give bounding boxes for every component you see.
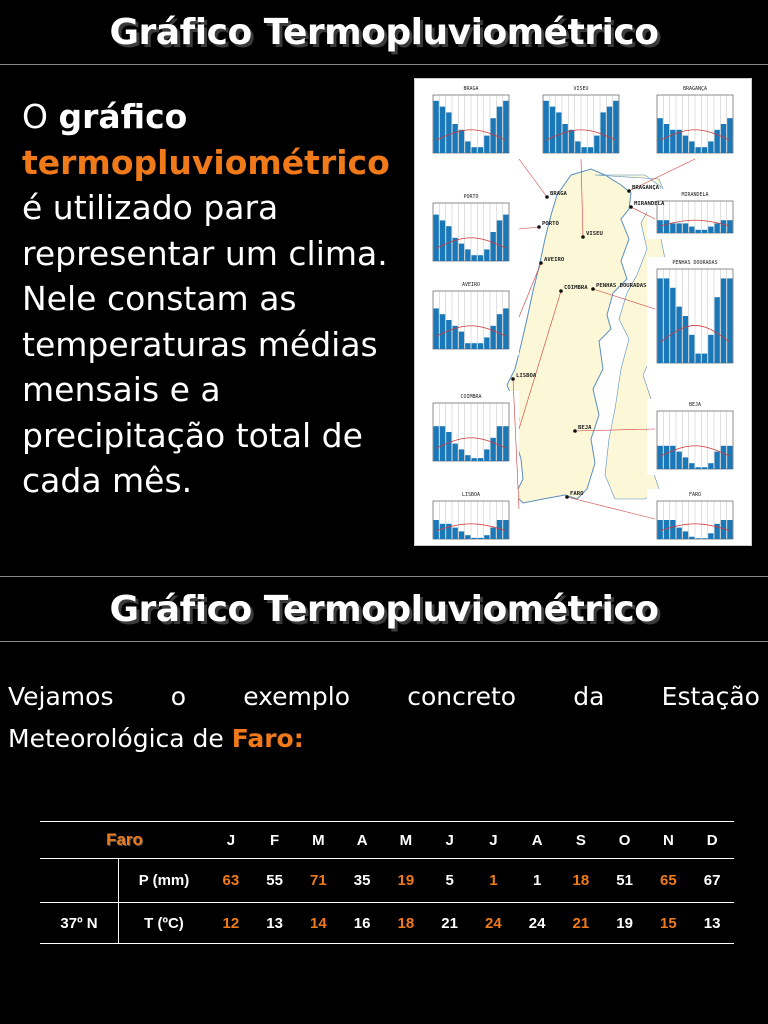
mini-bar [702,354,707,363]
mini-bar [440,426,445,461]
month-header: J [226,831,236,849]
mini-bar [689,335,694,363]
mini-bar [472,255,477,261]
precip-label: P (mm) [119,859,210,903]
mini-bar [465,535,470,539]
mini-bar [478,538,483,539]
mini-bar [727,520,732,539]
mini-bar [472,538,477,539]
city-dot [539,261,543,265]
example-colon: : [293,724,304,753]
mini-bar [708,533,713,539]
mini-bar [721,278,726,363]
month-header: D [706,831,718,849]
mini-bar [670,130,675,153]
city-dot [537,225,541,229]
precip-value: 71 [297,859,341,903]
mini-bar [664,278,669,363]
example-line-1 [8,676,760,718]
mini-bar [696,230,701,233]
mini-bar [459,244,464,261]
mini-bar [478,255,483,261]
slide-1-title: Gráfico Termopluviométrico [109,11,659,53]
mini-bar [721,220,726,233]
mini-climograph [423,83,519,159]
mini-bar [459,449,464,461]
mini-bar [658,278,663,363]
mini-bar [696,467,701,469]
example-word: da [573,682,605,711]
mini-climograph [423,279,519,355]
city-dot [581,235,585,239]
mini-bar [670,223,675,233]
mini-bar [440,107,445,153]
mini-climograph [647,257,743,369]
mini-climograph [647,189,743,239]
mini-bar [658,118,663,153]
mini-bar [550,107,555,153]
mini-bar [491,232,496,261]
temp-value: 16 [340,903,384,944]
mini-bar [683,531,688,539]
mini-bar [696,538,701,539]
mini-bar [563,124,568,153]
mini-bar [446,432,451,461]
mini-bar [440,220,445,261]
temp-value: 21 [559,903,603,944]
city-dot [573,429,577,433]
latitude: 37º N [40,903,119,944]
mini-climograph [423,391,519,467]
month-header: J [445,831,454,849]
mini-bar [459,332,464,349]
mini-bar [453,528,458,539]
mini-bar [575,141,580,153]
city-label: COIMBRA [564,285,588,291]
mini-bar [446,320,451,349]
mini-climograph [533,83,629,159]
mini-bar [434,308,439,349]
mini-bar [478,343,483,349]
mini-bar [446,112,451,153]
mini-bar [503,101,508,153]
intro-highlight: termopluviométrico [22,142,390,182]
slide-2-title-bar [0,576,768,642]
city-dot [545,195,549,199]
mini-bar [472,458,477,461]
mini-climograph [647,489,743,545]
city-label: VISEU [586,231,603,237]
mini-bar [484,249,489,261]
intro-paragraph [22,94,412,504]
mini-bar [664,446,669,469]
mini-bar [670,520,675,539]
mini-bar [683,136,688,153]
mini-bar [689,227,694,233]
precip-value: 18 [559,859,603,903]
mini-climograph [647,83,743,159]
example-paragraph [8,676,760,760]
month-header: S [575,831,586,849]
temp-value: 12 [209,903,253,944]
slide-1-title-bar [0,0,768,65]
mini-bar [497,220,502,261]
mini-bar [715,130,720,153]
leader-line [519,159,547,197]
temperature-row [40,903,734,944]
mini-bar [440,314,445,349]
month-header: A [356,831,368,849]
precip-value: 67 [690,859,734,903]
precip-value: 19 [384,859,428,903]
mini-chart-title: AVEIRO [461,282,481,288]
mini-bar [472,147,477,153]
mini-bar [677,307,682,363]
mini-bar [465,455,470,461]
precip-value: 63 [209,859,253,903]
mini-chart-title: PORTO [463,194,479,200]
mini-bar [503,308,508,349]
mini-bar [544,101,549,153]
mini-bar [658,446,663,469]
temp-value: 13 [690,903,734,944]
mini-bar [484,337,489,349]
mini-bar [497,107,502,153]
mini-bar [664,220,669,233]
city-label: BRAGANÇA [632,185,659,191]
mini-bar [484,449,489,461]
mini-bar [491,528,496,539]
mini-bar [715,297,720,363]
temp-label: T (ºC) [119,903,210,944]
latitude-spacer [40,859,119,903]
temp-value: 18 [384,903,428,944]
temp-value: 13 [253,903,297,944]
mini-bar [453,124,458,153]
month-header: A [531,831,543,849]
mini-bar [708,463,713,469]
precip-value: 1 [472,859,516,903]
mini-chart-title: LISBOA [461,492,481,498]
mini-bar [472,343,477,349]
mini-bar [696,354,701,363]
mini-chart-title: BEJA [688,402,702,408]
mini-bar [727,220,732,233]
example-word: exemplo [243,682,350,711]
mini-bar [478,458,483,461]
mini-bar [715,452,720,469]
mini-bar [484,136,489,153]
mini-bar [708,141,713,153]
mini-bar [465,141,470,153]
mini-bar [459,531,464,539]
city-label: FARO [570,491,584,497]
precip-value: 1 [515,859,559,903]
precip-value: 55 [253,859,297,903]
example-line-2 [8,718,760,760]
mini-bar [670,288,675,363]
mini-chart-title: BRAGA [463,86,479,92]
mini-bar [434,520,439,539]
portugal-climograph-map [414,78,752,546]
mini-bar [715,223,720,233]
mini-bar [434,215,439,261]
mini-bar [478,147,483,153]
mini-bar [677,528,682,539]
mini-bar [459,130,464,153]
mini-bar [683,223,688,233]
mini-bar [613,101,618,153]
mini-bar [702,147,707,153]
mini-chart-title: BRAGANÇA [682,86,708,92]
precip-value: 51 [603,859,647,903]
mini-bar [503,520,508,539]
mini-bar [465,343,470,349]
month-header: F [270,831,280,849]
city-label: BEJA [578,425,592,431]
mini-bar [696,147,701,153]
table-station-name: Faro [106,830,143,849]
city-dot [559,289,563,293]
temp-value: 19 [603,903,647,944]
mini-climograph [423,191,519,267]
mini-chart-title: FARO [688,492,702,498]
mini-bar [497,426,502,461]
mini-bar [453,444,458,461]
mini-chart-title: COIMBRA [460,394,482,400]
month-header: M [312,831,325,849]
city-label: PENHAS DOURADAS [596,283,647,289]
mini-bar [670,446,675,469]
mini-bar [721,446,726,469]
leader-line [519,227,539,229]
mini-chart-title: PENHAS DOURADAS [672,260,718,266]
example-city: Faro [231,724,294,753]
mini-bar [569,130,574,153]
intro-before: O [22,97,59,136]
city-dot [591,287,595,291]
mini-bar [715,524,720,539]
intro-bold: gráfico [58,97,188,136]
mini-bar [588,147,593,153]
mini-climograph [423,489,519,545]
map-figure [415,79,751,545]
mini-bar [689,537,694,539]
example-line-2-text: Meteorológica de [8,724,232,753]
mini-bar [503,215,508,261]
mini-bar [658,220,663,233]
city-label: AVEIRO [544,257,565,263]
month-header: N [662,831,674,849]
mini-bar [683,457,688,469]
intro-after: é utilizado para representar um clima. Nele constam as temperaturas médias mensais e a precipitação total de cada mês. [22,188,388,500]
temp-value: 14 [297,903,341,944]
mini-bar [677,223,682,233]
mini-bar [727,446,732,469]
mini-bar [484,535,489,539]
mini-bar [465,249,470,261]
mini-chart-title: MIRANDELA [681,192,709,198]
mini-bar [677,452,682,469]
mini-bar [446,524,451,539]
mini-bar [727,278,732,363]
mini-bar [702,538,707,539]
mini-chart-title: VISEU [573,86,589,92]
mini-bar [556,112,561,153]
mini-bar [497,314,502,349]
mini-bar [601,112,606,153]
mini-bar [491,438,496,461]
temp-value: 15 [647,903,691,944]
mini-climograph [647,399,743,475]
month-header: M [399,831,413,849]
city-dot [627,189,631,193]
mini-bar [503,426,508,461]
temp-value: 24 [472,903,516,944]
temp-value: 24 [515,903,559,944]
precip-value: 35 [340,859,384,903]
example-word: o [170,682,186,711]
precip-value: 5 [428,859,472,903]
precipitation-row [40,859,734,903]
faro-climate-table [40,821,734,944]
mini-bar [702,467,707,469]
temp-value: 21 [428,903,472,944]
mini-bar [702,230,707,233]
mini-bar [683,316,688,363]
mini-bar [708,335,713,363]
month-header: J [489,831,498,849]
city-dot [629,205,633,209]
slide-2-title: Gráfico Termopluviométrico [109,588,659,630]
mini-bar [607,107,612,153]
leader-line [567,497,655,519]
city-dot [565,495,569,499]
mini-bar [594,136,599,153]
example-word: Estação [661,682,760,711]
mini-bar [434,101,439,153]
precip-value: 65 [647,859,691,903]
city-label: BRAGA [550,191,567,197]
city-dot [511,377,515,381]
mini-bar [658,520,663,539]
example-word: Vejamos [8,682,114,711]
mini-bar [689,463,694,469]
example-word: concreto [407,682,517,711]
mini-bar [440,524,445,539]
mini-bar [708,227,713,233]
city-label: LISBOA [516,373,537,379]
city-label: MIRANDELA [634,201,665,207]
table-header-row [40,822,734,859]
mini-bar [582,147,587,153]
mini-bar [491,326,496,349]
month-header: O [618,831,631,849]
mini-bar [689,141,694,153]
mini-bar [434,426,439,461]
mini-bar [727,118,732,153]
city-label: PORTO [542,221,559,227]
